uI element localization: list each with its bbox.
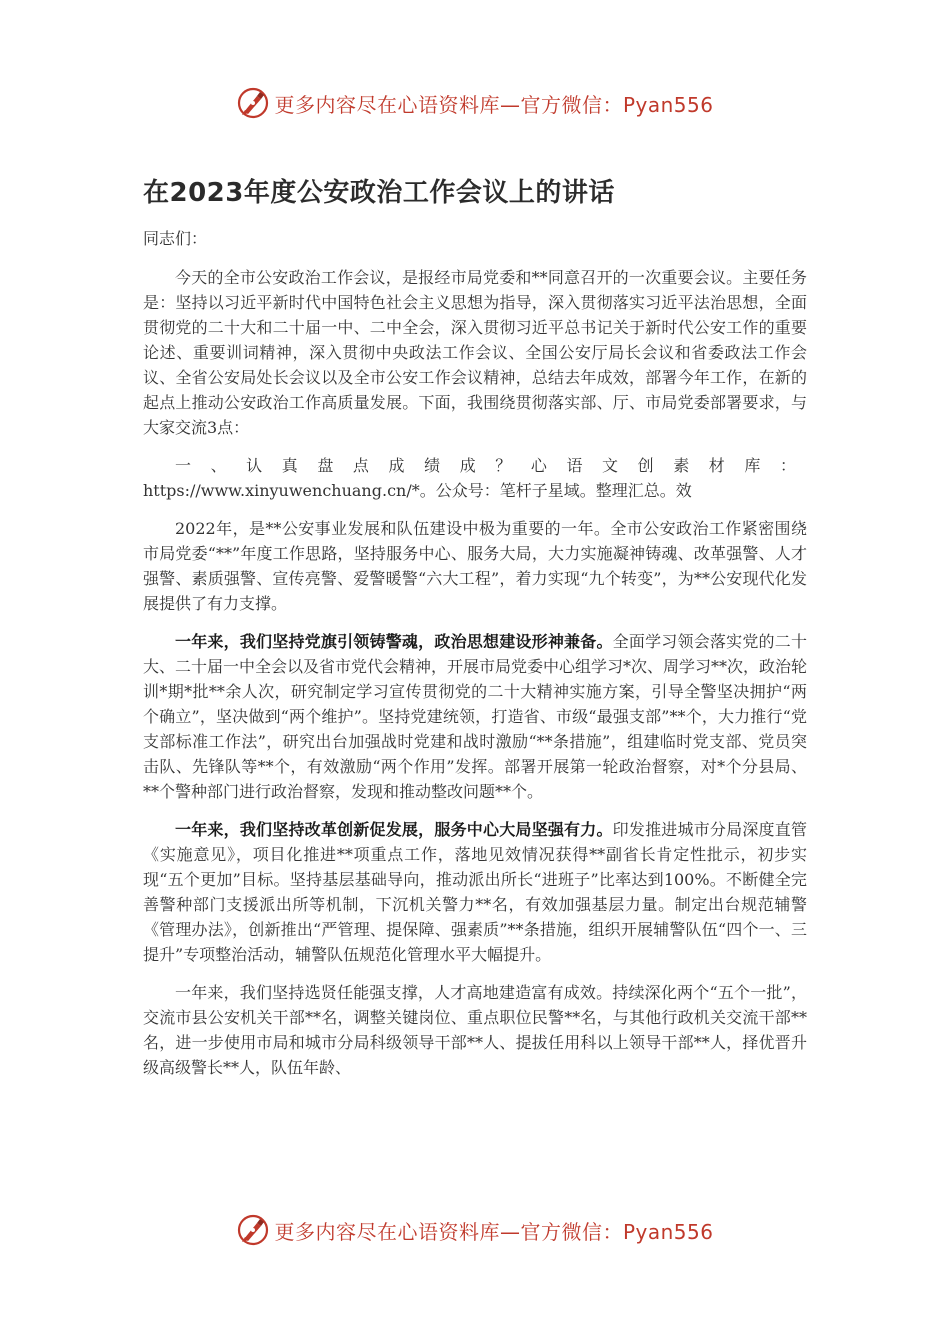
paragraph-reform xyxy=(143,817,807,967)
banner-text: 更多内容尽在心语资料库—官方微信：Pyan556 xyxy=(274,1219,714,1244)
footer-banner xyxy=(0,1210,950,1250)
document-body xyxy=(143,226,807,1093)
paragraph-talent: 一年来，我们坚持选贤任能强支撑，人才高地建造富有成效。持续深化两个“五个一批”，交流市县公安机关干部**名，调整关键岗位、重点职位民警**名，与其他行政机关交流干部**名，进一步使用市局和城市分局科级领导干部**人、提拔任用科以上领导干部**人，择优晋升级高级警长**人，队伍年龄、 xyxy=(143,983,807,1077)
pen-nib-logo-icon xyxy=(236,1213,270,1247)
paragraph-party xyxy=(143,629,807,804)
paragraph-body: 全面学习领会落实党的二十大、二十届一中全会以及省市党代会精神，开展市局党委中心组学习*次、周学习**次，政治轮训*期*批**余人次，研究制定学习宣传贯彻党的二十大精神实施方案，引导全警坚决拥护“两个确立”，坚决做到“两个维护”。坚持党建统领，打造省、市级“最强支部”**个，大力推行“党支部标准工作法”，研究出台加强战时党建和战时激励“**条措施”，组建临时党支部、党员突击队、先锋队等**个，有效激励“两个作用”发挥。部署开展第一轮政治督察，对*个分县局、**个警种部门进行政治督察，发现和推动整改问题**个。 xyxy=(143,632,808,801)
banner-text: 更多内容尽在心语资料库—官方微信：Pyan556 xyxy=(274,92,714,117)
paragraph-body: 印发推进城市分局深度直管《实施意见》，项目化推进**项重点工作，落地见效情况获得**副省长肯定性批示，初步实现“五个更加”目标。坚持基层基础导向，推动派出所长“进班子”比率达到100%。不断健全完善警种部门支援派出所等机制，下沉机关警力**名，有效加强基层力量。制定出台规范辅警《管理办法》，创新推出“严管理、提保障、强素质”**条措施，组织开展辅警队伍“四个一、三提升”专项整治活动，辅警队伍规范化管理水平大幅提升。 xyxy=(143,820,807,964)
paragraph-lead: 一年来，我们坚持改革创新促发展，服务中心大局坚强有力。 xyxy=(175,820,613,839)
intro-paragraph: 今天的全市公安政治工作会议，是报经市局党委和**同意召开的一次重要会议。主要任务是：坚持以习近平新时代中国特色社会主义思想为指导，深入贯彻落实习近平法治思想，全面贯彻党的二十大和二十届一中、二中全会，深入贯彻习近平总书记关于新时代公安工作的重要论述、重要训词精神，深入贯彻中央政法工作会议、全国公安厅局长会议和省委政法工作会议、全省公安局处长会议以及全市公安工作会议精神，总结去年成效，部署今年工作，在新的起点上推动公安政治工作高质量发展。下面，我围绕贯彻落实部、厅、市局党委部署要求，与大家交流3点： xyxy=(143,268,807,437)
pen-nib-logo-icon xyxy=(236,86,270,120)
page-title: 在2023年度公安政治工作会议上的讲话 xyxy=(143,178,615,208)
header-banner xyxy=(0,83,950,123)
source-link[interactable]: https://www.xinyuwenchuang.cn/* xyxy=(143,481,420,500)
paragraph-2022: 2022年，是**公安事业发展和队伍建设中极为重要的一年。全市公安政治工作紧密围绕市局党委“**”年度工作思路，坚持服务中心、服务大局，大力实施凝神铸魂、改革强警、人才强警、素质强警、宣传亮警、爱警暖警“六大工程”，着力实现“九个转变”，为**公安现代化发展提供了有力支撑。 xyxy=(143,519,807,613)
section-heading-suffix: 。公众号：笔杆子星域。整理汇总。效 xyxy=(419,481,692,500)
section-heading-1 xyxy=(143,453,807,503)
greeting: 同志们： xyxy=(143,229,208,248)
paragraph-lead: 一年来，我们坚持党旗引领铸警魂，政治思想建设形神兼备。 xyxy=(175,632,613,651)
section-heading-text: 一、认真盘点成绩成？心语文创素材库： xyxy=(175,456,807,475)
